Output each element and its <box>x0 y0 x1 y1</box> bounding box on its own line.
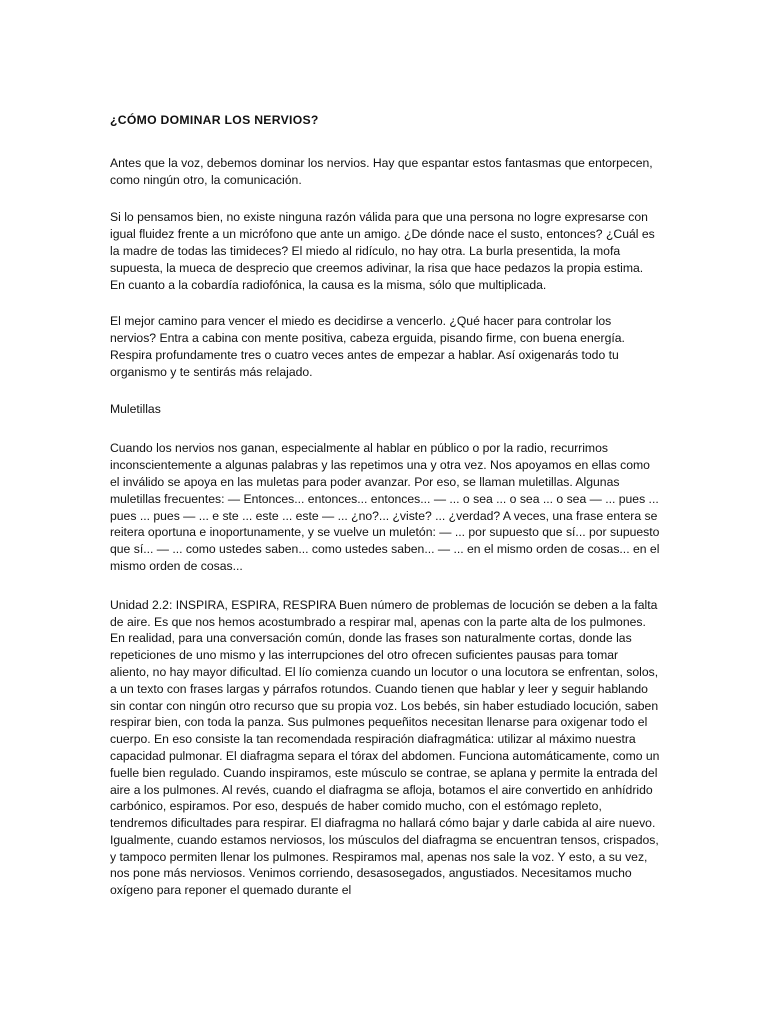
paragraph-intro: Antes que la voz, debemos dominar los nervios. Hay que espantar estos fantasmas que entorpecen, como ningún otro, la comunicación. <box>110 155 653 187</box>
section-heading-muletillas: Muletillas <box>110 401 161 416</box>
document-page <box>110 112 660 917</box>
paragraph-muletillas: Cuando los nervios nos ganan, especialmente al hablar en público o por la radio, recurrimos inconscientemente a algunas palabras y las repetimos una y otra vez. Nos apoyamos en ellas como el inválido se apoya en las muletas para poder avanzar. Por eso, se llaman muletillas. Algunas muletillas frecuentes: — Entonces... entonces... entonces... — ... o sea ... o sea ... o sea — ... pues ... pues ... pues — ... e ste ... este ... este — ... ¿no?... ¿viste? ... ¿verdad? A veces, una frase entera se reitera oportuna e inoportunamente, y se vuelve un muletón: — ... por supuesto que sí... por supuesto que sí... — ... como ustedes saben... como ustedes saben... — ... en el mismo orden de cosas... en el mismo orden de cosas... <box>110 441 660 573</box>
paragraph-advice: El mejor camino para vencer el miedo es decidirse a vencerlo. ¿Qué hacer para controlar los nervios? Entra a cabina con mente positiva, cabeza erguida, pisando firme, con buena energía. Respira profundamente tres o cuatro veces antes de empezar a hablar. Así oxigenarás todo tu organismo y te sentirás más relajado. <box>110 314 625 379</box>
paragraph-unit-2-2: Unidad 2.2: INSPIRA, ESPIRA, RESPIRA Buen número de problemas de locución se deben a la falta de aire. Es que nos hemos acostumbrado a respirar mal, apenas con la parte alta de los pulmones. En realidad, para una conversación común, donde las frases son naturalmente cortas, donde las repeticiones de uno mismo y las interrupciones del otro ofrecen suficientes pausas para tomar aliento, no hay mayor dificultad. El lío comienza cuando un locutor o una locutora se enfrentan, solos, a un texto con frases largas y párrafos rotundos. Cuando tienen que hablar y leer y seguir hablando sin contar con ningún otro recurso que su propia voz. Los bebés, sin haber estudiado locución, saben respirar bien, con toda la panza. Sus pulmones pequeñitos necesitan llenarse para oxigenar todo el cuerpo. En eso consiste la tan recomendada respiración diafragmática: utilizar al máximo nuestra capacidad pulmonar. El diafragma separa el tórax del abdomen. Funciona automáticamente, como un fuelle bien regulado. Cuando inspiramos, este músculo se contrae, se aplana y permite la entrada del aire a los pulmones. Al revés, cuando el diafragma se afloja, botamos el aire convertido en anhídrido carbónico, espiramos. Por eso, después de haber comido mucho, con el estómago repleto, tendremos dificultades para respirar. El diafragma no hallará cómo bajar y darle cabida al aire nuevo. Igualmente, cuando estamos nerviosos, los músculos del diafragma se encuentran tensos, crispados, y tampoco permiten llenar los pulmones. Respiramos mal, apenas nos sale la voz. Y esto, a su vez, nos pone más nerviosos. Venimos corriendo, desasosegados, angustiados. Necesitamos mucho oxígeno para reponer el quemado durante el <box>110 597 660 898</box>
paragraph-fear: Si lo pensamos bien, no existe ninguna razón válida para que una persona no logre expresarse con igual fluidez frente a un micrófono que ante un amigo. ¿De dónde nace el susto, entonces? ¿Cuál es la madre de todas las timideces? El miedo al ridículo, no hay otra. La burla presentida, la mofa supuesta, la mueca de desprecio que creemos adivinar, la risa que hace pedazos la propia estima. En cuanto a la cobardía radiofónica, la causa es la misma, sólo que multiplicada. <box>110 210 655 292</box>
document-title: ¿CÓMO DOMINAR LOS NERVIOS? <box>110 113 319 127</box>
